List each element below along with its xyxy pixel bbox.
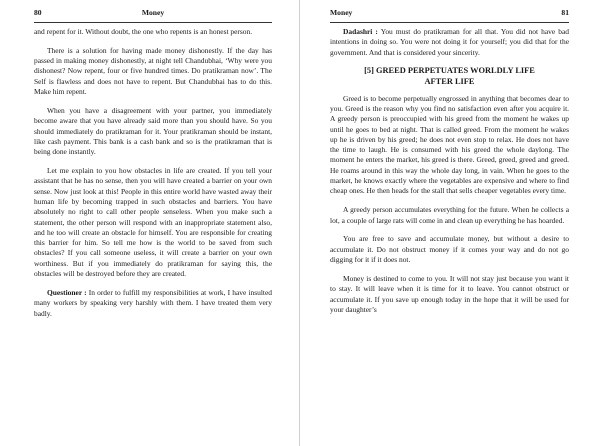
paragraph-text: You must do pratikraman for all that. You did not have bad intentions in doing so. You were not doing it for yourself; you did that for the government. And that is considered your sincerity. <box>330 27 569 57</box>
left-page-number: 80 <box>34 8 42 17</box>
questioner-paragraph <box>34 288 272 319</box>
paragraph: Money is destined to come to you. It will not stay just because you want it to stay. It will leave when it is time for it to leave. You cannot obstruct or accumulate it. If you save up enough today in the hope that it will be used for your daughter’s <box>330 273 569 314</box>
paragraph: Greed is to become perpetually engrossed in anything that becomes dear to you. Greed is the reason why you find no satisfaction even after you acquire it. A greedy person is preoccupied with his greed from the moment he wakes up until he goes to bed at night. That is called greed. From the moment he wakes up he is driven by his greed; he does not even stop to relax. He does not have the time to laugh. He is consumed with his greed the whole daylong. The moment he enters the market, his greed is there. Greed, greed, greed and greed. He roams around in this way the whole day long, in vain. When he goes to the market, he knows exactly where the vegetables are expensive and where to find cheap ones. He then heads for the stall that sells cheaper vegetables every time. <box>330 93 569 196</box>
left-running-head <box>34 6 272 23</box>
paragraph-text: In order to fulfill my responsibilities at work, I have insulted many workers by speaking very harshly with them. I have treated them very badly. <box>34 287 272 318</box>
left-body-text <box>34 27 272 319</box>
right-running-title: Money <box>330 8 353 17</box>
paragraph: When you have a disagreement with your partner, you immediately become aware that you have already said more than you should have. So you should immediately do pratikraman for it. Your pratikraman should be instant, like cash payment. This bank is a cash bank and so is the pratikraman that is being done instantly. <box>34 105 272 157</box>
right-running-head <box>330 6 569 23</box>
right-body-text <box>330 27 569 315</box>
paragraph: There is a solution for having made money dishonestly. If the day has passed in making money dishonestly, at night tell Chandubhai, ‘Why were you dishonest? Now repent, four or five hundred times. Do pratikraman now’. The Self is flawless and does not have to repent. But Chandubhai has to do this. Make him repent. <box>34 45 272 97</box>
section-heading-line: [5] GREED PERPETUATES WORLDLY LIFE <box>364 66 535 76</box>
paragraph: and repent for it. Without doubt, the one who repents is an honest person. <box>34 27 253 36</box>
dadashri-paragraph <box>330 27 569 58</box>
paragraph: A greedy person accumulates everything for the future. When he collects a lot, a couple of large rats will come in and clean up everything he has hoarded. <box>330 205 569 225</box>
speaker-label: Dadashri : <box>343 27 378 36</box>
section-heading <box>330 66 569 87</box>
right-page-number: 81 <box>561 8 569 17</box>
section-heading-line: AFTER LIFE <box>424 77 475 87</box>
paragraph: Let me explain to you how obstacles in life are created. If you tell your assistant that he has no sense, then you will have created a barrier on your own sense. Now just look at this! People in this entire world have wasted away their human life by becoming trapped in such obstacles and barriers. You have absolutely no right to call other people senseless. When you make such a statement, the other person will respond with an inappropriate statement also, and he too will create an obstacle for himself. You are responsible for creating this barrier for him. So tell me how is the world to be saved from such obstacles? If you call someone useless, it will create a barrier on your own worthiness. But if you immediately do pratikraman for saying this, the obstacles will be destroyed before they are created. <box>34 166 272 279</box>
left-running-title: Money <box>141 8 165 17</box>
right-page <box>300 0 600 446</box>
speaker-label: Questioner : <box>47 287 87 297</box>
paragraph: You are free to save and accumulate money, but without a desire to accumulate it. Do not obstruct money if it comes your way and do not go digging for it if it does not. <box>330 234 569 265</box>
